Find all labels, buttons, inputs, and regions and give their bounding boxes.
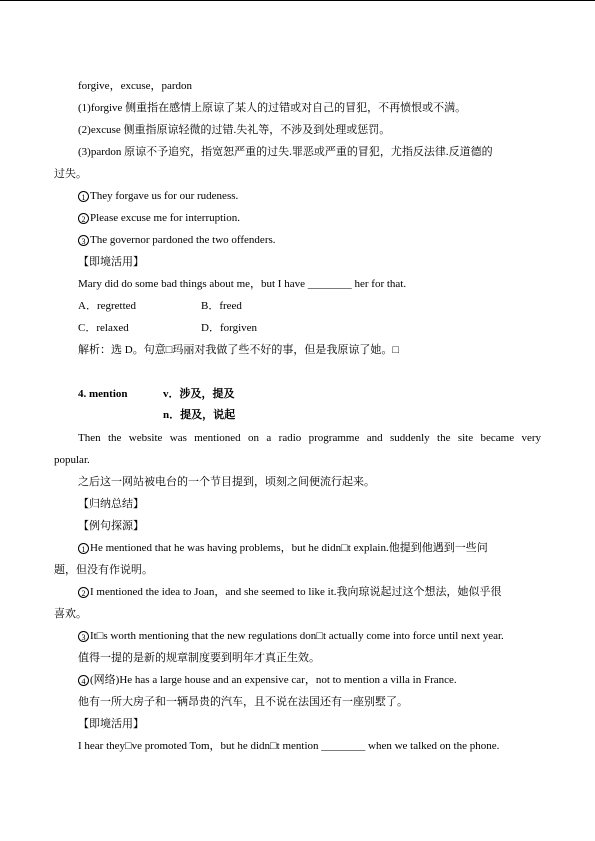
circled-number: 2 — [78, 587, 89, 598]
section-heading: forgive，excuse，pardon — [78, 80, 193, 92]
word-heading: 4. mention — [78, 388, 128, 400]
mention-example-4 — [78, 673, 457, 687]
definition-pardon-cont: 过失。 — [54, 168, 87, 180]
option-a: A．regretted — [78, 300, 137, 312]
practice-question: Mary did do some bad things about me，but I have ________ her for that. — [78, 278, 407, 290]
definition-pardon: (3)pardon 原谅不予追究，指宽恕严重的过失.罪恶或严重的冒犯，尤指反法律.反道德的 — [78, 146, 493, 158]
circled-number: 2 — [78, 213, 89, 224]
example-text: Please excuse me for interruption. — [90, 212, 240, 224]
circled-number: 3 — [78, 235, 89, 246]
part-of-speech-noun: n．提及，说起 — [163, 409, 236, 421]
sentence-translation: 之后这一网站被电台的一个节目提到，顷刻之间便流行起来。 — [78, 476, 375, 488]
mention-example-3-translation: 值得一提的是新的规章制度要到明年才真正生效。 — [78, 652, 320, 664]
circled-number: 1 — [78, 543, 89, 554]
circled-number: 4 — [78, 675, 89, 686]
circled-number: 3 — [78, 631, 89, 642]
example-text: He mentioned that he was having problems，but he didn□t explain.他提到他遇到一些问 — [90, 542, 488, 554]
sentence-line-2: popular. — [54, 454, 90, 466]
mention-example-4-translation: 他有一所大房子和一辆昂贵的汽车，且不说在法国还有一座别墅了。 — [78, 696, 408, 708]
practice-question-2: I hear they□ve promoted Tom，but he didn□t mention ________ when we talked on the phone. — [78, 740, 500, 752]
example-2 — [78, 211, 240, 225]
example-text: They forgave us for our rudeness. — [90, 190, 239, 202]
example-source-label: 【例句探源】 — [78, 520, 144, 532]
option-d: D．forgiven — [201, 322, 258, 334]
practice-label-2: 【即境活用】 — [78, 718, 144, 730]
example-text: It□s worth mentioning that the new regulations don□t actually come into force until next year. — [90, 630, 504, 642]
example-text: The governor pardoned the two offenders. — [90, 234, 276, 246]
example-3 — [78, 233, 276, 247]
sentence-line-1: Then the website was mentioned on a radio programme and suddenly the site became very — [78, 432, 541, 444]
summary-label: 【归纳总结】 — [78, 498, 144, 510]
example-text: I mentioned the idea to Joan，and she seemed to like it.我向琼说起过这个想法，她似乎很 — [90, 586, 502, 598]
practice-label: 【即境活用】 — [78, 256, 144, 268]
example-1 — [78, 189, 238, 203]
mention-example-1-cont: 题，但没有作说明。 — [54, 564, 153, 576]
answer-explanation: 解析：选 D。句意□玛丽对我做了些不好的事，但是我原谅了她。□ — [78, 344, 399, 356]
circled-number: 1 — [78, 191, 89, 202]
option-b: B．freed — [201, 300, 242, 312]
definition-excuse: (2)excuse 侧重指原谅轻微的过错.失礼等，不涉及到处理或惩罚。 — [78, 124, 391, 136]
mention-example-1 — [78, 541, 541, 555]
page-top-rule — [0, 0, 595, 1]
option-c: C．relaxed — [78, 322, 129, 334]
mention-example-2-cont: 喜欢。 — [54, 608, 87, 620]
example-text: (网络)He has a large house and an expensive car，not to mention a villa in France. — [90, 674, 457, 686]
mention-example-3 — [78, 629, 504, 643]
definition-forgive: (1)forgive 侧重指在感情上原谅了某人的过错或对自己的冒犯，不再愤恨或不满。 — [78, 102, 467, 114]
part-of-speech-verb: v．涉及，提及 — [163, 388, 235, 400]
mention-example-2 — [78, 585, 502, 599]
